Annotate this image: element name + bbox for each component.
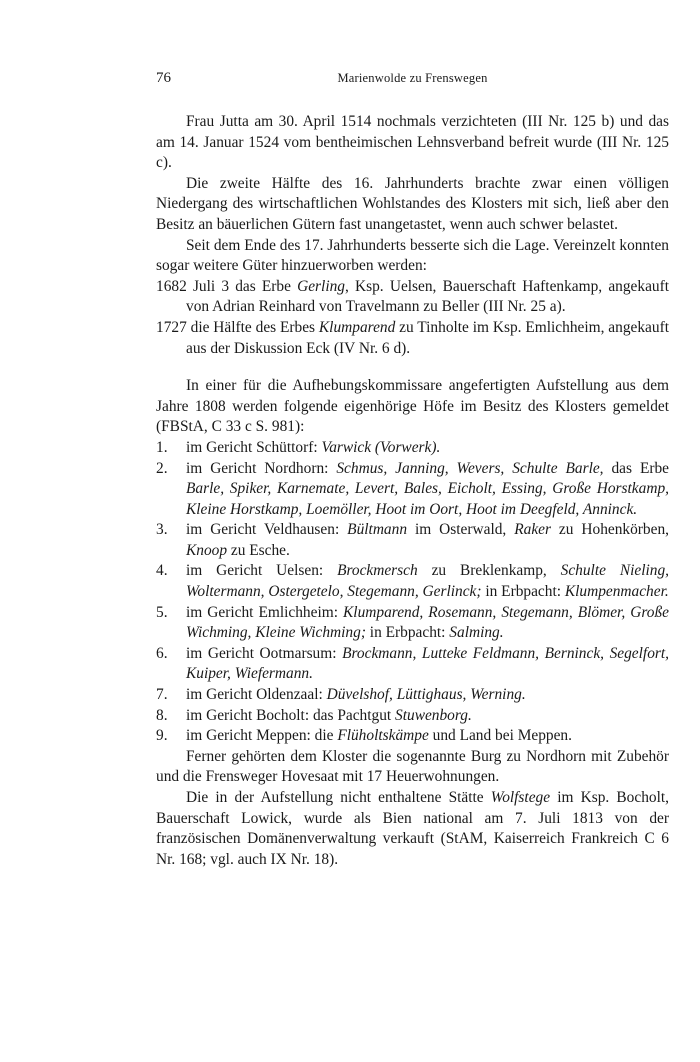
- paragraph-2: Die zweite Hälfte des 16. Jahrhunderts brachte zwar einen völligen Niedergang des wirtschaftlichen Wohlstandes des Klosters mit sich, ließ aber den Besitz an bäuerlichen Gütern fast unangetastet, wenn auch schwer belastet.: [156, 174, 669, 233]
- page-body: [156, 112, 669, 870]
- list-item: 6. im Gericht Ootmarsum: Brockmann, Lutteke Feldmann, Berninck, Segelfort, Kuiper, Wiefermann.: [156, 644, 670, 683]
- list-item: 2. im Gericht Nordhorn: Schmus, Janning, Wevers, Schulte Barle, das Erbe Barle, Spiker, Karnemate, Levert, Bales, Eicholt, Essing, Große Horstkamp, Kleine Horstkamp, Loemöller, Hoot im Oort, Hoot im Deegfeld, Anninck.: [156, 459, 669, 518]
- list-item: 8. im Gericht Bocholt: das Pachtgut Stuwenborg.: [156, 706, 472, 724]
- list-item: 5. im Gericht Emlichheim: Klumparend, Rosemann, Stegemann, Blömer, Große Wichming, Kleine Wichming; in Erbpacht: Salming.: [156, 603, 669, 642]
- paragraph-1: Frau Jutta am 30. April 1514 nochmals verzichteten (III Nr. 125 b) und das am 14. Januar 1524 vom bentheimischen Lehnsverband befreit wurde (III Nr. 125 c).: [156, 113, 669, 172]
- running-title: Marienwolde zu Frenswegen: [337, 71, 488, 85]
- list-item: 3. im Gericht Veldhausen: Bültmann im Osterwald, Raker zu Hohenkörben, Knoop zu Esche.: [156, 521, 669, 559]
- list-item: 9. im Gericht Meppen: die Flüholtskämpe und Land bei Meppen.: [156, 727, 572, 745]
- list-item: 4. im Gericht Uelsen: Brockmersch zu Breklenkamp, Schulte Nieling, Woltermann, Ostergetelo, Stegemann, Gerlinck; in Erbpacht: Klumpenmacher.: [156, 562, 669, 601]
- list-item: 7. im Gericht Oldenzaal: Düvelshof, Lüttighaus, Werning.: [156, 686, 526, 704]
- paragraph-5: Ferner gehörten dem Kloster die sogenannte Burg zu Nordhorn mit Zubehör und die Frensweger Hovesaat mit 17 Heuerwohnungen.: [156, 747, 669, 786]
- paragraph-4: In einer für die Aufhebungskommissare angefertigten Aufstellung aus dem Jahre 1808 werden folgende eigenhörige Höfe im Besitz des Klosters gemeldet (FBStA, C 33 c S. 981):: [156, 377, 669, 436]
- paragraph-3: Seit dem Ende des 17. Jahrhunderts besserte sich die Lage. Vereinzelt konnten sogar weitere Güter hinzuerworben werden:: [156, 236, 669, 275]
- paragraph-6: Die in der Aufstellung nicht enthaltene Stätte Wolfstege im Ksp. Bocholt, Bauerschaft Lowick, wurde als Bien national am 7. Juli 1813 von der französischen Domänenverwaltung verkauft (StAM, Kaiserreich Frankreich C 6 Nr. 168; vgl. auch IX Nr. 18).: [156, 789, 669, 868]
- page-number: 76: [156, 70, 171, 86]
- farm-list: [156, 438, 669, 747]
- entry-1727: 1727 die Hälfte des Erbes Klumparend zu Tinholte im Ksp. Emlichheim, angekauft aus der Diskussion Eck (IV Nr. 6 d).: [156, 318, 669, 357]
- list-item: 1. im Gericht Schüttorf: Varwick (Vorwerk).: [156, 438, 441, 456]
- page-header: [156, 70, 669, 94]
- entry-1682: 1682 Juli 3 das Erbe Gerling, Ksp. Uelsen, Bauerschaft Haftenkamp, angekauft von Adrian Reinhard von Travelmann zu Beller (III Nr. 25 a).: [156, 277, 669, 316]
